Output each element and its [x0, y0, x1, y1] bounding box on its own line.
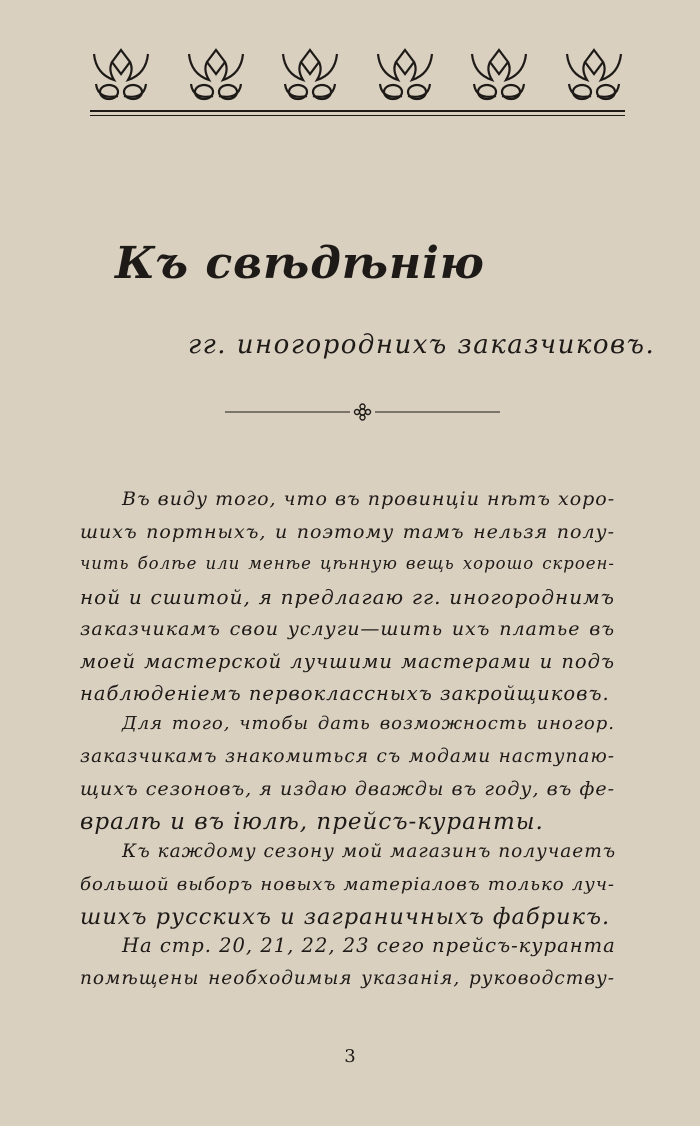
- text-line: шихъ русскихъ и заграничныхъ фабрикъ.: [80, 904, 611, 930]
- text-line: щихъ сезоновъ, я издаю дважды въ году, въ фе-: [80, 778, 615, 800]
- tulip-ornament-icon: [563, 44, 625, 106]
- text-line: Къ каждому сезону мой магазинъ получаетъ: [122, 841, 617, 862]
- text-line: заказчикамъ свои услуги—шить ихъ платье въ: [80, 618, 615, 640]
- text-line: шихъ портныхъ, и поэтому тамъ нельзя полу-: [80, 520, 615, 543]
- tulip-ornament-icon: [374, 44, 436, 106]
- text-line: Въ виду того, что въ провинціи нѣтъ хоро-: [122, 488, 616, 510]
- text-line: ной и сшитой, я предлагаю гг. иногороднимъ: [80, 584, 615, 609]
- tulip-ornament-icon: [279, 44, 341, 106]
- paragraph: [80, 836, 615, 934]
- header-rule-thin: [90, 115, 625, 116]
- page-subtitle: гг. иногороднихъ заказчиковъ.: [188, 330, 656, 360]
- text-line: моей мастерской лучшими мастерами и подъ: [80, 649, 615, 673]
- page-title: Къ свѣдѣнію: [115, 238, 485, 289]
- flourish-divider-icon: [225, 402, 500, 422]
- text-line: заказчикамъ знакомиться съ модами наступаю-: [80, 745, 615, 767]
- text-line: помѣщены необходимыя указанія, руководству-: [80, 967, 615, 989]
- text-line: большой выборъ новыхъ матеріаловъ только луч-: [80, 873, 615, 895]
- text-line: На стр. 20, 21, 22, 23 сего прейсъ-куранта: [122, 934, 616, 957]
- text-line: чить болѣе или менѣе цѣнную вещь хорошо скроен-: [80, 554, 615, 573]
- paragraph: [80, 483, 615, 711]
- text-line: вралѣ и въ іюлѣ, прейсъ-куранты.: [80, 808, 544, 835]
- tulip-ornament-icon: [468, 44, 530, 106]
- header-rule: [90, 110, 625, 112]
- page-number: 3: [344, 1046, 356, 1067]
- paragraph: [80, 930, 615, 995]
- tulip-ornament-icon: [185, 44, 247, 106]
- text-line: Для того, чтобы дать возможность иногор.: [122, 713, 615, 734]
- text-line: наблюденіемъ первоклассныхъ закройщиковъ.: [80, 682, 610, 705]
- tulip-ornament-icon: [90, 44, 152, 106]
- paragraph: [80, 708, 615, 838]
- ornamental-header-border: [90, 44, 625, 106]
